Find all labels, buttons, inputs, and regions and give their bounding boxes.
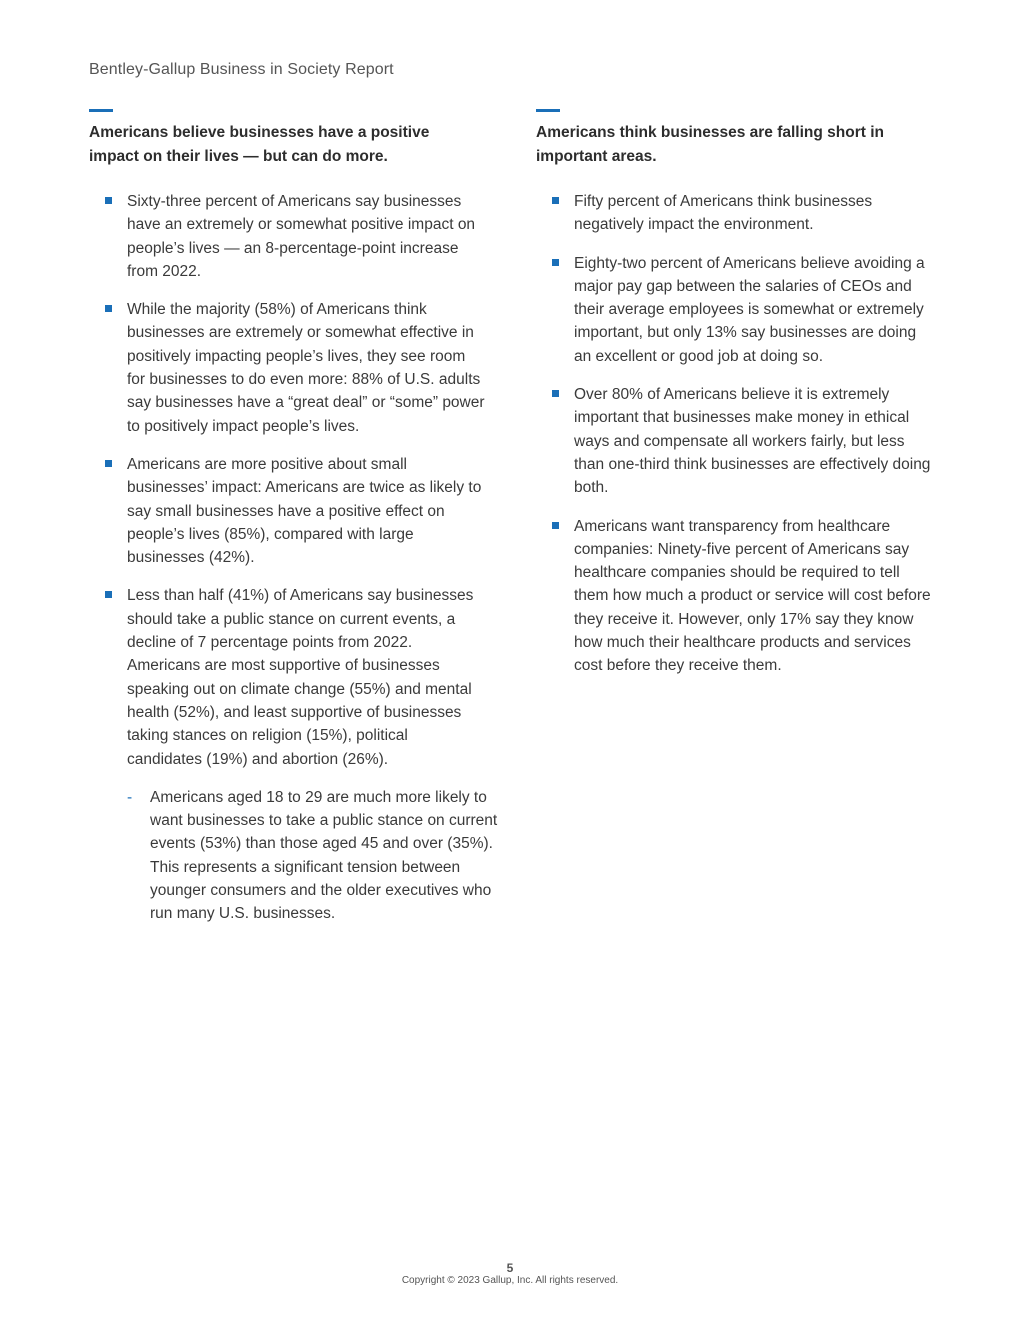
sub-list-item bbox=[127, 786, 498, 926]
square-bullet-icon bbox=[105, 460, 112, 467]
list-item-text: Americans want transparency from healthcare companies: Ninety-five percent of Americans say healthcare companies should be required to tell them how much a product or service will cost before they receive it. However, only 17% say they know how much their healthcare products and services cost before they receive them. bbox=[574, 517, 931, 675]
list-item-text: While the majority (58%) of Americans think businesses are extremely or somewhat effective in positively impacting people’s lives, they see room for businesses to do even more: 88% of U.S. adults say businesses have a “great deal” or “some” power to positively impact people’s lives. bbox=[127, 301, 485, 435]
list-item-text: Sixty-three percent of Americans say businesses have an extremely or somewhat positive impact on people’s lives — an 8-percentage-point increase from 2022. bbox=[127, 193, 476, 280]
left-column-bullet-list bbox=[89, 190, 498, 926]
copyright-notice: Copyright © 2023 Gallup, Inc. All rights reserved. bbox=[401, 1275, 619, 1286]
square-bullet-icon bbox=[552, 390, 559, 397]
left-column bbox=[89, 109, 498, 941]
list-item bbox=[89, 453, 489, 569]
list-item-text: Americans are more positive about small businesses’ impact: Americans are twice as likely to say small businesses have a positive effect on people’s lives (85%), compared with large businesses (42%). bbox=[127, 455, 482, 567]
list-item-text: Less than half (41%) of Americans say businesses should take a public stance on current events, a decline of 7 percentage points from 2022. Americans are most supportive of businesses speaking out on climate change (55%) and mental health (52%), and least supportive of businesses taking stances on religion (15%), political candidates (19%) and abortion (26%). bbox=[127, 587, 474, 768]
square-bullet-icon bbox=[552, 197, 559, 204]
square-bullet-icon bbox=[552, 259, 559, 266]
list-item bbox=[536, 190, 936, 237]
list-item bbox=[536, 383, 936, 499]
left-column-heading: Americans believe businesses have a positive impact on their lives — but can do more. bbox=[89, 124, 430, 165]
right-column-heading: Americans think businesses are falling short in important areas. bbox=[536, 124, 884, 165]
square-bullet-icon bbox=[105, 197, 112, 204]
right-column bbox=[536, 109, 936, 693]
list-item bbox=[89, 190, 489, 283]
list-item-text: Fifty percent of Americans think businesses negatively impact the environment. bbox=[574, 193, 873, 234]
dash-bullet-icon: - bbox=[127, 788, 133, 806]
list-item bbox=[536, 515, 936, 678]
square-bullet-icon bbox=[105, 305, 112, 312]
page-number: 5 bbox=[506, 1261, 514, 1275]
list-item-text: Eighty-two percent of Americans believe avoiding a major pay gap between the salaries of CEOs and their average employees is somewhat or extremely important, but only 13% say businesses are doing an excellent or good job at doing so. bbox=[574, 254, 925, 365]
report-header-title: Bentley-Gallup Business in Society Report bbox=[89, 61, 394, 78]
right-column-bullet-list bbox=[536, 190, 936, 678]
list-item bbox=[89, 584, 498, 925]
sub-list-item-text: Americans aged 18 to 29 are much more likely to want businesses to take a public stance on current events (53%) than those aged 45 and over (35%). This represents a significant tension between younger consumers and the older executives who run many U.S. businesses. bbox=[150, 788, 498, 923]
square-bullet-icon bbox=[552, 522, 559, 529]
list-item-text: Over 80% of Americans believe it is extremely important that businesses make money in ethical ways and compensate all workers fairly, but less than one-third think businesses are effectively doing both. bbox=[574, 386, 931, 497]
list-item bbox=[89, 298, 489, 438]
square-bullet-icon bbox=[105, 591, 112, 598]
list-item bbox=[536, 252, 936, 368]
right-column-accent-bar bbox=[536, 109, 560, 112]
page-footer bbox=[0, 1261, 1020, 1287]
left-column-accent-bar bbox=[89, 109, 113, 112]
